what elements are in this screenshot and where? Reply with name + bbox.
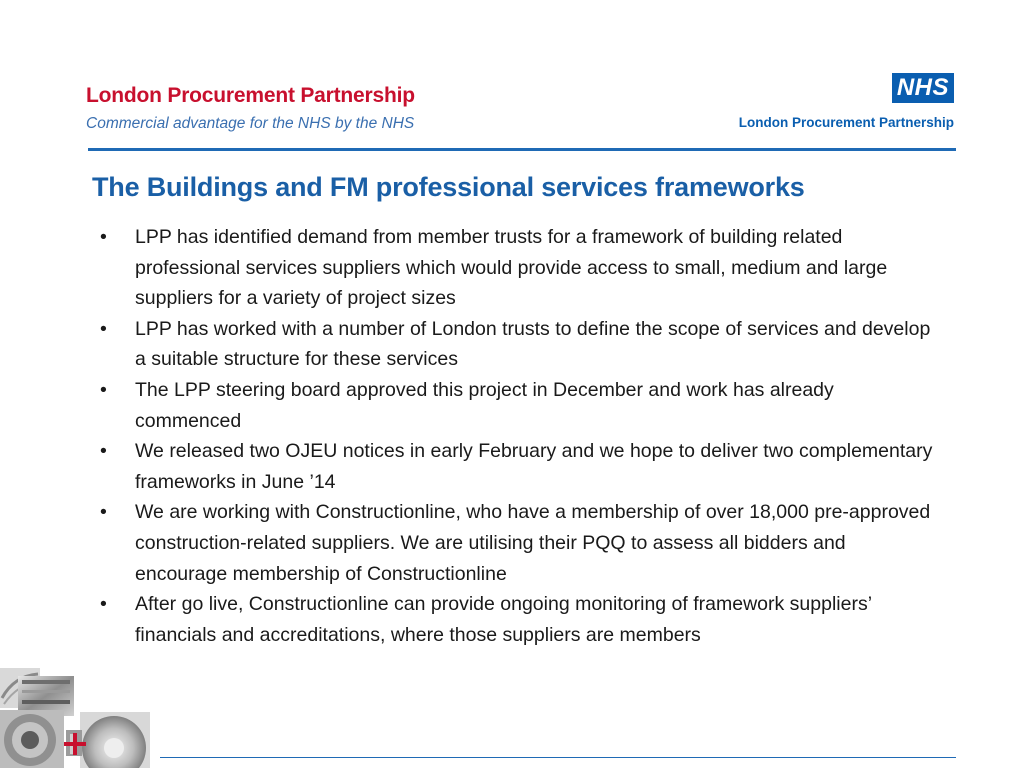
nhs-badge: NHS xyxy=(892,73,954,103)
bullet-dot: • xyxy=(100,440,107,463)
bullet-dot: • xyxy=(100,317,107,340)
bullet-item xyxy=(98,314,938,375)
lpp-logo xyxy=(86,84,415,133)
collage-graphic xyxy=(0,668,158,768)
corner-image-collage xyxy=(0,668,158,768)
bullet-text: We released two OJEU notices in early February and we hope to deliver two complementary frameworks in June ’14 xyxy=(135,440,933,493)
bullet-text: We are working with Constructionline, who have a membership of over 18,000 pre-approved construction-related suppliers. We are utilising their PQQ to assess all bidders and encourage membership of Constructionline xyxy=(135,501,931,585)
bullet-text: The LPP steering board approved this project in December and work has already commenced xyxy=(135,378,834,432)
bullet-item xyxy=(98,497,938,589)
bullet-list xyxy=(98,222,938,650)
bullet-dot: • xyxy=(100,378,107,401)
bullet-text: LPP has worked with a number of London trusts to define the scope of services and develop a suitable structure for these services xyxy=(135,317,931,371)
bullet-dot: • xyxy=(100,226,107,248)
bullet-dot: • xyxy=(100,593,107,616)
nhs-subtitle: London Procurement Partnership xyxy=(738,115,954,130)
bullet-text: After go live, Constructionline can provide ongoing monitoring of framework suppliers’ financials and accreditations, where those suppliers are members xyxy=(135,593,872,646)
header-divider xyxy=(88,148,956,151)
bullet-item xyxy=(98,436,938,497)
bullet-item xyxy=(98,589,938,650)
bullet-item xyxy=(98,375,938,436)
footer-divider xyxy=(160,757,956,758)
slide-title: The Buildings and FM professional services frameworks xyxy=(92,172,805,202)
org-name: London Procurement Partnership xyxy=(86,84,415,107)
nhs-logo xyxy=(739,73,954,130)
bullet-dot: • xyxy=(100,501,107,524)
org-tagline: Commercial advantage for the NHS by the NHS xyxy=(86,115,415,132)
bullet-text: LPP has identified demand from member trusts for a framework of building related professional services suppliers which would provide access to small, medium and large suppliers for a variety of project sizes xyxy=(135,226,888,310)
bullet-item xyxy=(98,222,938,314)
